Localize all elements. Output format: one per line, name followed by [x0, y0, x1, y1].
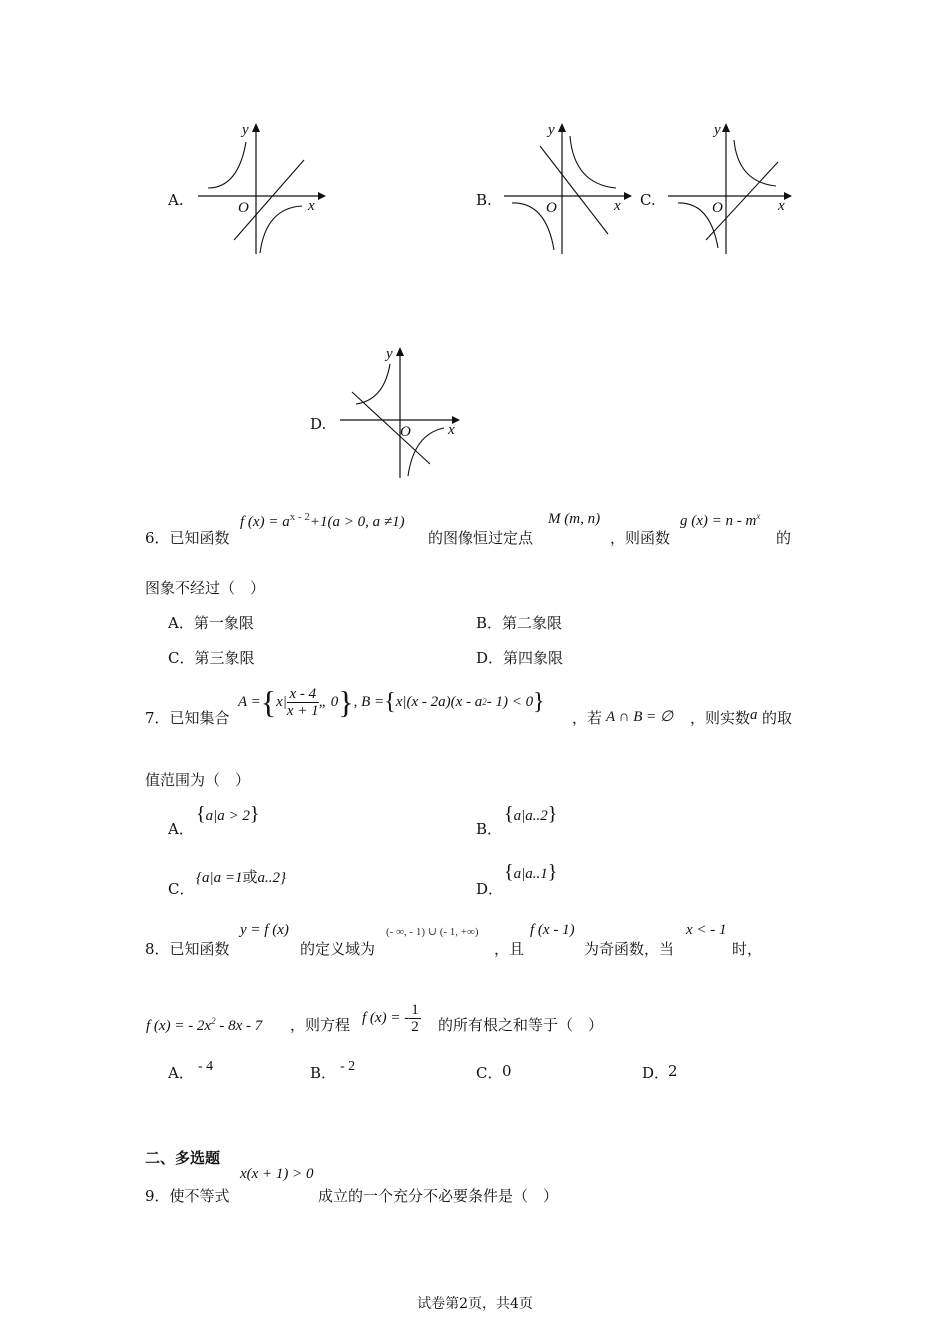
q7-option-a-math: {a|a > 2} [196, 803, 260, 825]
q6-mid2: ，则函数 [610, 529, 671, 547]
q8-cond: x < - 1 [686, 922, 727, 938]
q8-domain-text: 的定义域为 [300, 940, 376, 958]
q7-number: 7．已知集合 [145, 709, 230, 727]
q6-mid: 的图像恒过定点 [428, 529, 534, 547]
q5-b-origin: O [546, 200, 557, 216]
q5-option-c-label: C. [640, 191, 656, 209]
q8-and: ，且 [494, 940, 525, 958]
q9-number: 9．使不等式 [145, 1187, 230, 1205]
q6-line2: 图象不经过（ ） [145, 579, 266, 597]
page-footer: 试卷第2页，共4页 [417, 1296, 533, 1312]
q7-option-b-math: {a|a..2} [504, 803, 558, 825]
q7-set-expression: A = { x| $\frac{x - 4}{x + 1}$ „ 0 } , B = { x|(x - 2a)(x - a 2 - 1) < 0 } [238, 684, 545, 720]
q5-option-d-label: D. [310, 415, 327, 433]
q8-number: 8．已知函数 [145, 940, 230, 958]
q6-option-b[interactable]: B．第二象限 [476, 614, 563, 632]
q7-cond: ，若 [572, 709, 603, 727]
q5-c-x-label: x [778, 198, 785, 214]
q5-graph-c [662, 118, 802, 260]
q8-line2-func: f (x) = - $2x^2 - 8x - 7$ [146, 1016, 263, 1034]
q8-shift: f (x - 1) [530, 922, 575, 938]
q6-number: 6．已知函数 [145, 529, 230, 547]
q6-func: f $(x) = a^{x - 2}+1(a > 0$, a ≠1) [240, 511, 405, 530]
q5-option-a-label: A. [168, 191, 184, 209]
q6-option-d[interactable]: D．第四象限 [476, 649, 564, 667]
section-2-title: 二、多选题 [145, 1149, 221, 1167]
q8-func: y = f (x) [240, 922, 289, 938]
q7-cond2: ，则实数 [690, 709, 751, 727]
q7-var-a: a [750, 707, 758, 723]
q8-equation: f (x) = - $\frac{1}{2}$ [362, 1001, 419, 1035]
q7-fraction: $\frac{x - 4}{x + 1}$ [286, 685, 319, 719]
q7-option-d-math: {a|a..1} [504, 861, 558, 883]
q5-a-origin: O [238, 200, 249, 216]
q5-graph-a [190, 118, 330, 260]
q8-domain: (- ∞, - 1) ∪ (- 1, +∞) [386, 926, 479, 938]
q7-end: 的取 [762, 709, 793, 727]
q8-tail: 的所有根之和等于（ ） [438, 1016, 604, 1034]
q5-c-y-label: y [714, 122, 721, 138]
q5-c-origin: O [712, 200, 723, 216]
q8-odd: 为奇函数，当 [584, 940, 675, 958]
q6-option-c[interactable]: C．第三象限 [168, 649, 255, 667]
q6-option-a[interactable]: A．第一象限 [168, 614, 254, 632]
q5-d-x-label: x [448, 422, 455, 438]
q6-point: M (m, n) [548, 511, 601, 527]
q7-line2: 值范围为（ ） [145, 771, 251, 789]
q6-g-func: g $(x) = n - m^x$ [680, 511, 761, 529]
q5-graph-d [334, 342, 474, 484]
q6-end: 的 [776, 529, 792, 547]
q8-when: 时， [732, 940, 763, 958]
q7-option-c-math: {a|a =1或a..2} [196, 870, 287, 886]
q9-ineq: x(x + 1) > 0 [240, 1166, 314, 1182]
q5-b-y-label: y [548, 122, 555, 138]
q8-line2-text: ，则方程 [290, 1016, 351, 1034]
q5-b-x-label: x [614, 198, 621, 214]
q5-graph-b [498, 118, 638, 260]
q7-cond-math: A ∩ B = ∅ [606, 709, 674, 725]
q5-a-x-label: x [308, 198, 315, 214]
q5-d-y-label: y [386, 346, 393, 362]
q9-text: 成立的一个充分不必要条件是（ ） [318, 1187, 559, 1205]
q5-d-origin: O [400, 424, 411, 440]
q5-option-b-label: B. [476, 191, 492, 209]
q5-a-y-label: y [242, 122, 249, 138]
